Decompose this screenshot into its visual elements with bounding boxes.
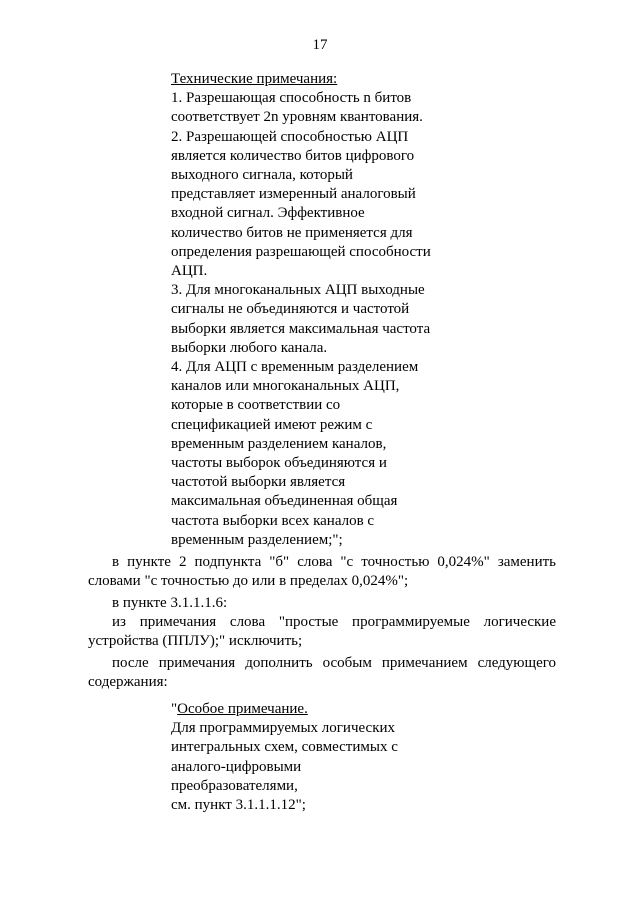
note-line: количество битов не применяется для <box>171 224 413 241</box>
note-line: выборки любого канала. <box>171 339 328 356</box>
note-line: 1. Разрешающая способность n битов <box>171 90 412 107</box>
note-line: является количество битов цифрового <box>171 147 415 164</box>
note-line: выходного сигнала, который <box>171 167 353 184</box>
special-note-line: Для программируемых логических <box>171 720 396 737</box>
special-note-line: аналого-цифровыми <box>171 758 302 775</box>
note-line: временным разделением каналов, <box>171 435 387 452</box>
note-line: частоты выборок объединяются и <box>171 455 387 472</box>
note-line: которые в соответствии со <box>171 397 341 414</box>
body-paragraph <box>88 613 556 651</box>
paragraph-text: в пункте 3.1.1.1.6: <box>112 595 228 611</box>
technical-notes-heading: Технические примечания: <box>171 71 338 87</box>
special-note-line: интегральных схем, совместимых с <box>171 739 398 756</box>
paragraph-text: после примечания дополнить особым примечанием следующего содержания: <box>88 655 556 691</box>
paragraph-text: из примечания слова "простые программируемые логические устройства (ППЛУ);" исключить; <box>88 614 556 650</box>
note-line: АЦП. <box>171 263 208 280</box>
special-note-block <box>171 700 471 815</box>
special-note-heading-line: "Особое примечание. <box>171 701 308 717</box>
note-line: 2. Разрешающей способностью АЦП <box>171 128 409 145</box>
note-line: частотой выборки является <box>171 474 346 491</box>
note-line: частота выборки всех каналов с <box>171 512 375 529</box>
note-line: спецификацией имеют режим с <box>171 416 373 433</box>
note-line: максимальная объединенная общая <box>171 493 398 510</box>
note-line: входной сигнал. Эффективное <box>171 205 365 222</box>
note-line: 4. Для АЦП с временным разделением <box>171 359 419 376</box>
note-line: представляет измеренный аналоговый <box>171 186 416 203</box>
special-note-line: преобразователями, <box>171 777 298 794</box>
special-note-line: см. пункт 3.1.1.1.12"; <box>171 797 306 814</box>
page-number: 17 <box>312 37 328 53</box>
paragraph-text: в пункте 2 подпункта "б" слова "с точностью 0,024%" заменить словами "с точностью до или в пределах 0,024%"; <box>88 554 556 590</box>
body-paragraph <box>88 594 556 613</box>
note-line: определения разрешающей способности <box>171 243 431 260</box>
body-paragraph <box>88 654 556 692</box>
note-line: сигналы не объединяются и частотой <box>171 301 410 318</box>
note-line: выборки является максимальная частота <box>171 320 431 337</box>
note-line: каналов или многоканальных АЦП, <box>171 378 400 395</box>
note-line: соответствует 2n уровням квантования. <box>171 109 423 126</box>
note-line: временным разделением;"; <box>171 531 343 548</box>
technical-notes-block <box>171 70 471 550</box>
note-line: 3. Для многоканальных АЦП выходные <box>171 282 425 299</box>
body-paragraph <box>88 553 556 591</box>
special-note-heading: Особое примечание. <box>177 701 308 717</box>
